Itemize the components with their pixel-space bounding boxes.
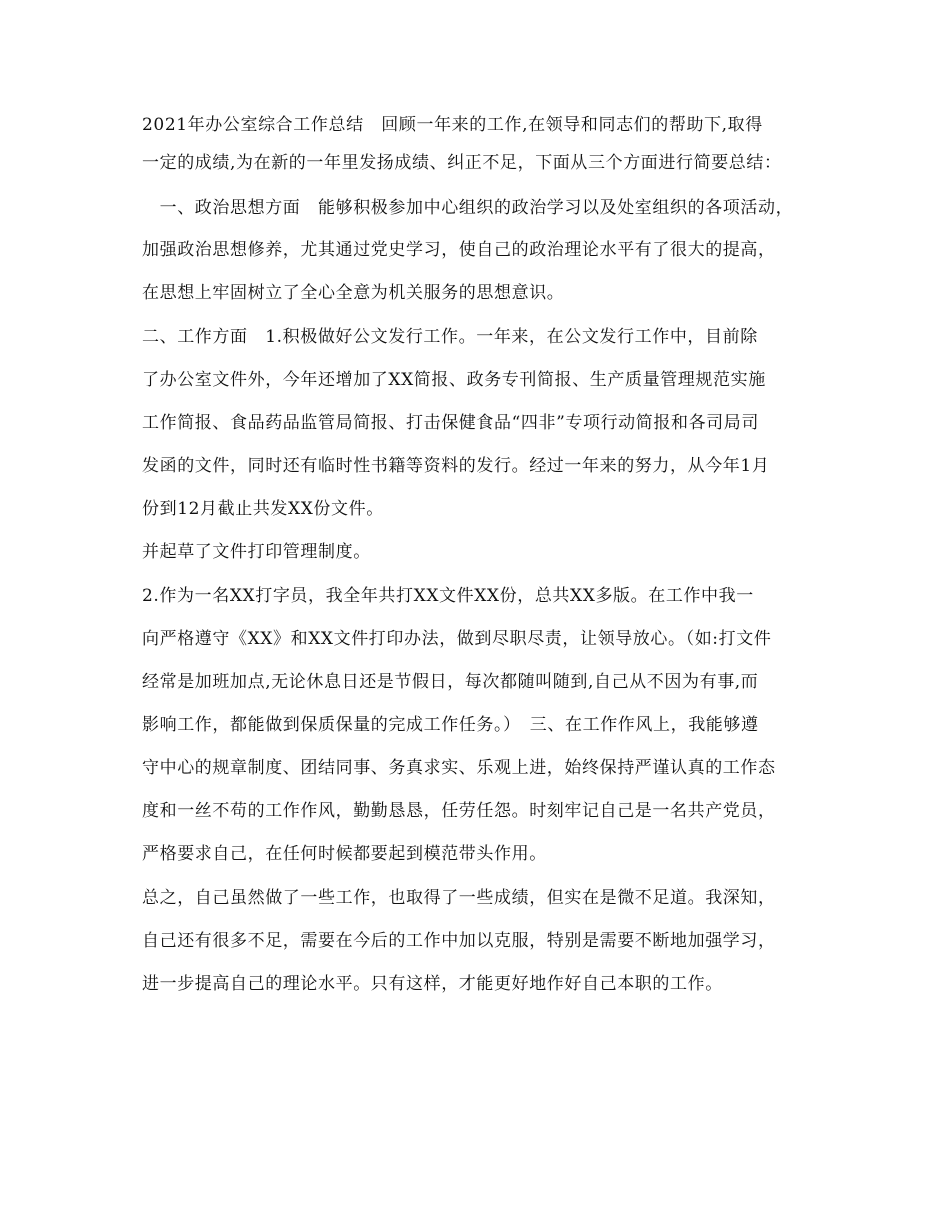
text-line: 经常是加班加点,无论休息日还是节假日，每次都随叫随到,自己从不因为有事,而 — [142, 672, 759, 692]
text-line: 向严格遵守《XX》和XX文件打印办法，做到尽职尽责，让领导放心。（如:打文件 — [142, 629, 772, 649]
text-line: 发函的文件，同时还有临时性书籍等资料的发行。经过一年来的努力，从今年1月 — [142, 456, 770, 476]
text-line: 度和一丝不苟的工作作风，勤勤恳恳，任劳任怨。时刻牢记自己是一名共产党员， — [142, 801, 776, 821]
text-line: 加强政治思想修养，尤其通过党史学习，使自己的政治理论水平有了很大的提高， — [142, 240, 776, 260]
text-line: 2.作为一名XX打字员，我全年共打XX文件XX份，总共XX多版。在工作中我一 — [142, 586, 754, 606]
text-line: 了办公室文件外，今年还增加了XX简报、政务专刊简报、生产质量管理规范实施 — [142, 370, 766, 390]
text-line: 一定的成绩,为在新的一年里发扬成绩、纠正不足，下面从三个方面进行简要总结： — [142, 153, 782, 173]
text-line: 在思想上牢固树立了全心全意为机关服务的思想意识。 — [142, 283, 565, 303]
text-line: 守中心的规章制度、团结同事、务真求实、乐观上进，始终保持严谨认真的工作态 — [142, 758, 776, 778]
text-line: 影响工作，都能做到保质保量的完成工作任务。） 三、在工作作风上，我能够遵 — [142, 715, 759, 735]
text-line: 工作简报、食品药品监管局简报、打击保健食品“四非”专项行动简报和各司局司 — [142, 413, 759, 433]
text-line: 份到12月截止共发XX份文件。 — [142, 499, 384, 519]
text-line: 自己还有很多不足，需要在今后的工作中加以克服，特别是需要不断地加强学习， — [142, 931, 776, 951]
text-line: 总之，自己虽然做了一些工作，也取得了一些成绩，但实在是微不足道。我深知， — [142, 888, 776, 908]
text-line: 并起草了文件打印管理制度。 — [142, 542, 371, 562]
text-line: 2021年办公室综合工作总结 回顾一年来的工作,在领导和同志们的帮助下,取得 — [142, 115, 763, 135]
text-line: 进一步提高自己的理论水平。只有这样，才能更好地作好自己本职的工作。 — [142, 974, 723, 994]
text-line: 严格要求自己，在任何时候都要起到模范带头作用。 — [142, 844, 547, 864]
text-line: 一、政治思想方面 能够积极参加中心组织的政治学习以及处室组织的各项活动， — [142, 198, 794, 218]
text-line: 二、工作方面 1.积极做好公文发行工作。一年来，在公文发行工作中，目前除 — [142, 327, 758, 347]
